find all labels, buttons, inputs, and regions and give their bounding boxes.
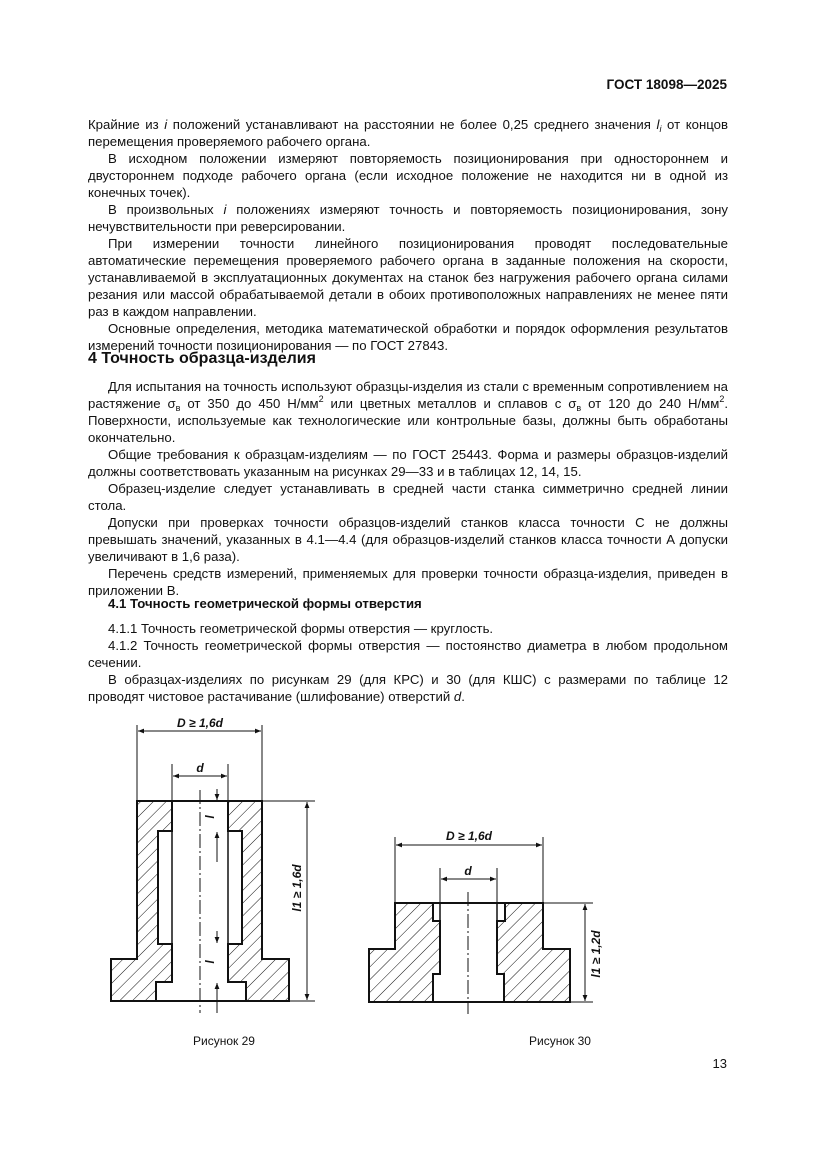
figure-29 — [111, 716, 315, 1013]
page-number: 13 — [712, 1056, 727, 1071]
var-sub: i — [659, 124, 662, 134]
text: от 120 до 240 Н/мм — [581, 396, 720, 411]
text: положений устанавливают на расстоянии не более 0,25 среднего значения — [167, 117, 657, 132]
superscript: 2 — [318, 394, 324, 404]
paragraph: Общие требования к образцам-изделиям — по ГОСТ 25443. Форма и размеры образцов-изделий должны соответствовать указанным на рисунках 29—33 и в таблицах 12, 14, 15. — [88, 447, 728, 479]
paragraph: 4.1.2 Точность геометрической формы отверстия — постоянство диаметра в любом продольном сечении. — [88, 638, 728, 670]
paragraph: 4.1.1 Точность геометрической формы отверстия — круглость. — [108, 621, 494, 636]
text: В произвольных — [108, 202, 224, 217]
var-l: l — [656, 117, 660, 132]
subscript: в — [175, 403, 181, 413]
text: от концов перемещения проверяемого рабочего органа. — [88, 117, 728, 149]
paragraph: Перечень средств измерений, применяемых для проверки точности образца-изделия, приведен в приложении В. — [88, 566, 728, 598]
var-i: i — [223, 202, 227, 217]
dim-label-d: d — [196, 761, 204, 775]
text: . Поверхности, используемые как технологические или контрольные базы, должны быть обработаны окончательно. — [88, 396, 728, 445]
dim-label-d: d — [464, 864, 472, 878]
document-header-id: ГОСТ 18098—2025 — [606, 77, 727, 92]
dim-label-l-top: l — [203, 815, 217, 819]
dim-label-l-bottom: l — [203, 960, 217, 964]
paragraph: Образец-изделие следует устанавливать в средней части станка симметрично средней линии стола. — [88, 481, 728, 513]
paragraph: При измерении точности линейного позиционирования проводят последовательные автоматические перемещения проверяемого рабочего органа в заданные положения на скорости, устанавливаемой в эксплуатационных документах на станок без нагружения рабочего органа силами резания или массой обрабатываемой детали в обоих противоположных направлениях не менее пяти раз в каждом направлении. — [88, 236, 728, 319]
figure-30 — [369, 829, 603, 1014]
var-i: i — [164, 117, 168, 132]
figure-29-caption: Рисунок 29 — [193, 1034, 255, 1048]
text: В образцах-изделиях по рисункам 29 (для КРС) и 30 (для КШС) с размерами по таблице 12 проводят чистовое растачивание (шлифование) отверстий — [88, 672, 728, 704]
subsection-heading: 4.1 Точность геометрической формы отверстия — [108, 596, 422, 611]
subscript: в — [576, 403, 582, 413]
text: Для испытания на точность используют образцы-изделия из стали с временным сопротивлением на растяжение σ — [88, 379, 728, 411]
var-d: d — [453, 689, 462, 704]
text: . — [461, 689, 465, 704]
text: или цветных металлов и сплавов с σ — [323, 396, 577, 411]
text: положениях измеряют точность и повторяемость позиционирования, зону нечувствительности при реверсировании. — [88, 202, 729, 234]
dim-label-D: D ≥ 1,6d — [177, 716, 223, 730]
text: Крайние из — [88, 117, 165, 132]
superscript: 2 — [719, 394, 725, 404]
dim-label-l1: l1 ≥ 1,6d — [290, 864, 304, 912]
paragraph: Основные определения, методика математической обработки и порядок оформления результатов измерений точности позиционирования — по ГОСТ 27843. — [88, 321, 728, 353]
text: от 350 до 450 Н/мм — [180, 396, 319, 411]
figure-30-caption: Рисунок 30 — [529, 1034, 591, 1048]
paragraph: Допуски при проверках точности образцов-изделий станков класса точности С не должны превышать значений, указанных в 4.1—4.4 (для образцов-изделий станков класса точности А допуски увеличивают в 1,6 раза). — [88, 515, 728, 564]
hatched-section — [369, 903, 570, 1002]
paragraph: В исходном положении измеряют повторяемость позиционирования при одностороннем и двустороннем подходе рабочего органа (если исходное положение не находится ни в одной из конечных точек). — [88, 151, 728, 200]
dim-label-D: D ≥ 1,6d — [446, 829, 492, 843]
section-heading: 4 Точность образца-изделия — [88, 350, 316, 367]
dim-label-l1: l1 ≥ 1,2d — [589, 930, 603, 978]
